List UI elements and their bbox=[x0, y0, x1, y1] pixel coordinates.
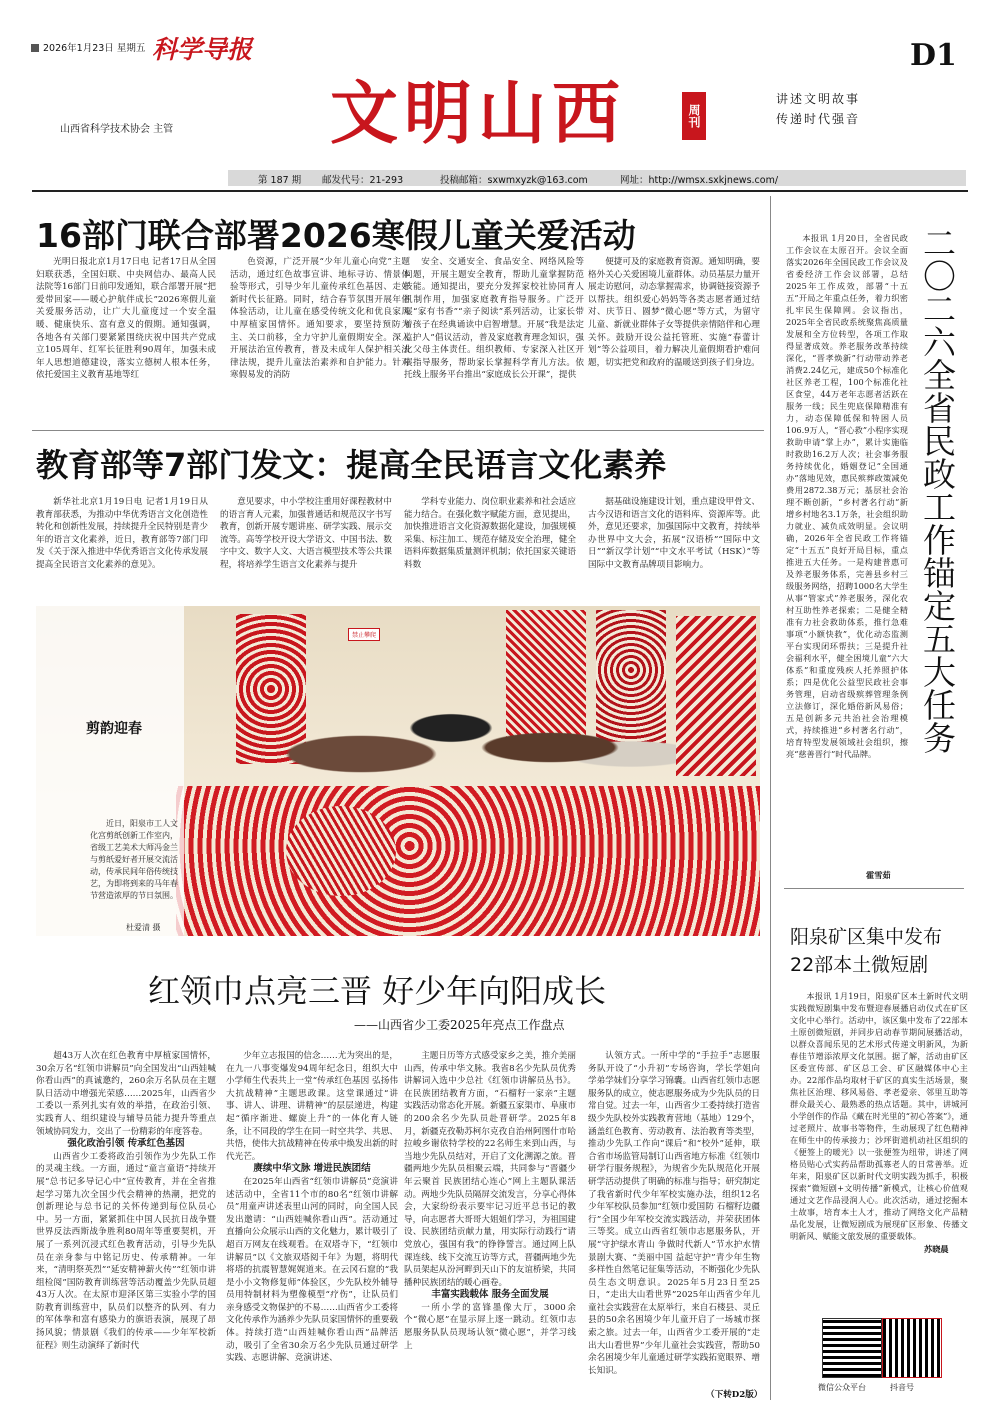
table-with-papercuts bbox=[176, 786, 760, 936]
article2-col-4 bbox=[588, 496, 760, 596]
article1-col-2-text: 色资源，广泛开展“少年儿童心向党”主题活动，通过红色故事宣讲、地标寻访、情景体验等形式，引导少年儿童传承红色基因、走好新时代长征路。同时，结合春节氛围开展年俗体验活动，让儿童在感受传统文化和优良家风中厚植家国情怀。通知要求，要坚持预防为主、关口前移，全力守护儿童假期安全。深入开展法治宣传教育，普及未成年人保护相关法律法规，提升儿童法治素养和自护能力。针对寒假易发的消防 bbox=[230, 257, 410, 381]
sidebar-body-column bbox=[786, 232, 908, 868]
douyin-qr-code[interactable] bbox=[882, 1318, 942, 1378]
article1-col-4 bbox=[588, 256, 760, 426]
article3-col-2-top: 少年立志报国的信念……尤为突出的是，在九一八事变爆发94周年纪念日，组织大中小学师生代表共上一堂“传承红色基因 弘扬伟大抗战精神”主题思政课。这堂课通过“讲事、讲人、讲理、讲精神”的层层递进，构建起“循序渐进、螺旋上升”的一体化育人链条，让不同段的学生在同一时空共学、共思、共悟，使伟大抗战精神在传承中焕发出新的时代光芒。 bbox=[226, 1051, 398, 1162]
photo-caption: 近日，阳泉市工人文化宫剪纸创新工作室内，省级工艺美术大师冯金兰与剪纸爱好者开展交流活动，传承民间年俗传统技艺，为即将到来的马年春节营造浓厚的节日氛围。 bbox=[90, 819, 178, 900]
sidebar2-headline-1: 阳泉矿区集中发布 bbox=[790, 926, 943, 948]
article3-col-4 bbox=[588, 1050, 760, 1386]
article1-col-2 bbox=[230, 256, 410, 426]
sidebar-divider bbox=[770, 196, 771, 1400]
article1-col-3-text: 安全、交通安全、食品安全、网络风险等问题，开展主题安全教育，帮助儿童掌握防范技能。通知提出，要充分发挥家校社协同育人机制作用，加强家庭教育指导服务。广泛开展“家有书香”“亲子阅读”系列活动，让家长带着孩子在经典诵读中启智增慧。开展“我是法定监护人”倡议活动，普及家庭教育理念知识，强化父母主体责任。组织教师、专家深入社区开展指导服务，帮助家长掌握科学育儿方法。依托线上服务平台推出“家庭成长公开课”，提供 bbox=[404, 257, 584, 381]
article3-col-2-body: 在2025年山西省“红领巾讲解员”竞演讲述活动中，全省11个市的80名“红领巾讲解员”用童声讲述表里山河的同时，向全国人民发出邀请：“山西娃喊你看山西”。活动通过直播向公众展示山西的文化魅力，累计吸引了超百万网友在线观看。在双塔寺下，“红领巾讲解员”以《文旅双塔阅千年》为题，将明代将塔的抗震智慧娓娓道来。在云冈石窟的“我是小小文物修复师”体验区，少先队校外辅导员用特制材料为塑像模型“疗伤”，让队员们亲身感受文物保护的不易……山西省少工委将文化传承作为涵养少先队员家国情怀的重要载体。持续打造“山西娃喊你看山西”品牌活动，吸引了全省30余万名少先队员通过研学实践、志愿讲解、竞演讲述、 bbox=[226, 1176, 398, 1364]
sidebar2-body: 本报讯 1月19日，阳泉矿区本土新时代文明实践微短剧集中发布暨迎春展播启动仪式在矿区文化中心举行。活动中，该区集中发布了22部本土原创微短剧，并同步启动春节期间展播活动，以群众喜闻乐见的艺术形式传递文明新风，为新春佳节增添浓厚文化氛围。据了解，活动由矿区区委宣传部、矿区总工会、矿区融媒体中心主办。22部作品均取材于矿区的真实生活场景，聚焦社区治理、移风易俗、孝老爱亲、邻里互助等群众最关心、最熟悉的热点话题。其中，讲城河小学创作的作品《藏在时光里的“初心答案”》，通过老照片、故事书等物件，生动展现了红色精神在师生中的传承接力；沙坪街道机动社区组织的《便签上的暖光》以一张便签为纽带，讲述了网格员贴心式实药品帮助孤寡老人的日常善举。近年来，阳泉矿区以新时代文明实践为抓手，积极探索“微短剧+文明传播”新模式，让核心价值观通过文艺作品浸润人心。此次活动，通过挖掘本土故事，培育本土人才，推动了网络文化产品精品化发展，让微短剧成为展现矿区形象、传播文明新风、赋能文旅发展的重要载体。 bbox=[790, 991, 968, 1240]
wall-sign: 禁止攀爬 bbox=[348, 628, 380, 641]
article3-col-3-top: 主题日历等方式感受家乡之美，推介美丽山西，传承中华文脉。我省8名少先队员优秀讲解词入选中少总社《红领巾讲解员丛书》。在民族团结教育方面，“石榴籽一家亲”主题实践活动常态化开展。新疆五家渠市、阜康市的200余名少先队员赴晋研学。2025年8月，新疆克孜勒苏柯尔克孜自治州阿图什市哈拉峻乡谢依特学校的22名师生来到山西，与当地少先队员结对，开启了文化溯源之旅。晋疆两地少先队员相聚云端，共同参与“晋疆少年云聚首 民族团结心连心”网上主题队课活动。两地少先队员隔屏交流发言，分享心得体会，大家纷纷表示要牢记习近平总书记的教导，向志愿者大哥哥大姐姐们学习，为祖国建设、民族团结贡献力量，用实际行动践行“请党放心，强国有我”的铮铮誓言。通过网上队课连线、线下交流互访等方式，晋疆两地少先队员架起从汾河畔到天山下的友谊桥梁，共同播种民族团结的暖心画卷。 bbox=[404, 1051, 576, 1288]
sidebar-body: 本报讯 1月20日，全省民政工作会议在太原召开。会议全面落实2026年全国民政工作会议及省委经济工作会议部署，总结2025年工作成效，部署“十五五”开局之年重点任务，着力织密扎牢民生保障网。会议指出，2025年全省民政系统聚焦高质量发展和全方位转型，各项工作取得显著成效。养老服务改革持续深化，“晋孝焕新”行动带动养老消费2.24亿元，建成50个标准化社区养老工程，100个标准化社区食堂，44万老年志愿者活跃在服务一线；民生兜底保障精准有力，动态保障低保和特困人员106.9万人，“晋心救”小程序实现救助申请“掌上办”，累计实施临时救助16.2万人次；社会事务服务持续优化，婚姻登记“全国通办”落地见效，惠民殡葬政策减免费用2872.38万元；基层社会治理不断创新，“乡村著名行动”新增乡村地名3.1万条，社会组织助力就业、减负成效明显。会议明确，2026年全省民政工作将锚定“十五五”良好开局目标，重点推进五大任务。一是构建普惠可及养老服务体系，完善县乡村三级服务网络，招聘1000名大学生从事“管家式”养老服务，深化农村互助性养老探索；二是健全精准有力社会救助体系，推行急难事项“小额快救”，优化动态监测平台实现闭环帮扶；三是提升社会福利水平，健全困境儿童“六大体系”和重度残疾人托养照护体系；四是优化公益型民政社会事务管理，启动省级殡葬管理条例立法修订，深化婚俗新风易俗；五是创新多元共治社会治理模式，持续推进“乡村著名行动”，培育特型发展领域社会组织，擦亮“慈善晋行”时代品牌。 bbox=[786, 233, 908, 759]
issue-number: 第 187 期 bbox=[258, 175, 302, 186]
article2-col-2 bbox=[220, 496, 392, 596]
sidebar2-headline-2: 22部本土微短剧 bbox=[790, 954, 929, 976]
photo-frame bbox=[36, 606, 760, 936]
section-title: 文明山西 bbox=[330, 74, 627, 154]
postal-code: 邮发代号：21-293 bbox=[322, 175, 404, 186]
papercut-left-display bbox=[286, 806, 396, 896]
masthead bbox=[0, 0, 1000, 190]
douyin-qr-label: 抖音号 bbox=[890, 1383, 914, 1392]
sidebar-mid-rule bbox=[784, 888, 964, 889]
papercut-panel-4 bbox=[676, 616, 756, 776]
article1-col-1-text: 光明日报北京1月17日电 记者17日从全国妇联获悉，全国妇联、中央网信办、最高人民法院等16部门日前印发通知，联合部署开展“把爱带回家——暖心护航伴成长”2026寒假儿童关爱服务活动，让广大儿童度过一个安全温暖、健康快乐、富有意义的假期。通知强调，各地各有关部门要紧紧围绕庆祝中国共产党成立105周年、红军长征胜利90周年，加强未成年人思想道德建设，落实立德树人根本任务，依托爱国主义教育基地等红 bbox=[36, 257, 216, 381]
slogan-line-1: 讲述文明故事 bbox=[776, 92, 861, 106]
article2-col-3-text: 学科专业能力、岗位职业素养和社会适应能力结合。在强化数字赋能方面，意见提出，加快推进语言文化资源数据化建设，加强规模采集、标注加工、规范存储及安全治理，健全语料库数据集质量测评机制；依托国家关键语料数 bbox=[404, 497, 576, 570]
article2-col-1-text: 新华社北京1月19日电 记者1月19日从教育部获悉，为推动中华优秀语言文化创造性转化和创新性发展，持续提升全民特别是青少年的语言文化素养，近日，教育部等7部门印发《关于深入推进中华优秀语言文化传承发展 提高全民语言文化素养的意见》。 bbox=[36, 497, 208, 570]
article1-bottom-rule bbox=[32, 430, 764, 431]
article3-col-3 bbox=[404, 1050, 576, 1400]
sidebar-headline: 二〇二六全省民政工作锚定五大任务 bbox=[918, 226, 957, 754]
article3-col-2 bbox=[226, 1050, 398, 1400]
sidebar2-author: 苏晓晨 bbox=[924, 1244, 949, 1254]
article2-col-1 bbox=[36, 496, 208, 596]
article3-col-3-body: 一所小学的富锋墨像大厅，3000余个“微心愿”在显示屏上逐一跳动。红领巾志愿服务队队员现场认领“微心愿”，并学习线上 bbox=[404, 1302, 576, 1351]
email: 投稿邮箱：sxwmxyzk@163.com bbox=[440, 175, 588, 186]
photo-title: 剪韵迎春 bbox=[86, 721, 142, 737]
article3-col-1-subhead: 强化政治引领 传承红色基因 bbox=[67, 1138, 185, 1150]
article1-headline: 16部门联合部署2026寒假儿童关爱活动 bbox=[36, 216, 636, 255]
article3-col-1 bbox=[36, 1050, 216, 1400]
sponsor-line: 山西省科学技术协会 主管 bbox=[60, 124, 174, 135]
issue-date: 2026年1月23日 星期五 bbox=[43, 43, 146, 54]
photo-credit: 杜爱清 摄 bbox=[126, 923, 161, 932]
website: 网址：http://wmsx.sxkjnews.com/ bbox=[620, 175, 779, 186]
article3-continued: （下转D2版） bbox=[706, 1390, 763, 1400]
article2-col-4-text: 据基础设施建设计划，重点建设甲骨文、古今汉语和语言文化的语料库、资源库等。此外，意见还要求，加强国际中文教育，持续举办世界中文大会，拓展“汉语桥”“国际中文日”“新汉学计划”“中文水平考试（HSK）”等国际中文教育品牌项目影响力。 bbox=[588, 497, 760, 570]
page-number: D1 bbox=[910, 38, 957, 73]
article3-col-2-subhead: 赓续中华文脉 增进民族团结 bbox=[253, 1163, 371, 1175]
article1-col-3 bbox=[404, 256, 584, 426]
article2-col-3 bbox=[404, 496, 576, 596]
top-rule bbox=[32, 190, 968, 192]
article3-subheadline: ——山西省少工委2025年亮点工作盘点 bbox=[354, 1018, 565, 1032]
article2-col-2-text: 意见要求，中小学校注重用好课程教材中的语言育人元素，加强普通话和规范汉字书写教育，创新开展专题讲座、研学实践、展示交流等。高等学校开设大学语文、中国书法、数字中文、数字人文、大语言模型技术等公共课程，将培养学生语言文化素养与提升 bbox=[220, 497, 392, 570]
article1-col-4-text: 便捷可及的家庭教育资源。通知明确，要格外关心关爱困境儿童群体。动员基层力量开展走访慰问，动态掌握需求，协调链接资源予以帮扶。组织爱心妈妈等各类志愿者通过结对、庆节日、圆梦“微心愿”等方式，为留守儿童、新就业群体子女等提供亲情陪伴和心理关怀。鼓励开设公益托管班、实施“春蕾计划”等公益项目，着力解决儿童假期看护难问题，切实把党和政府的温暖送到孩子们身边。 bbox=[588, 257, 760, 368]
article3-col-3-subhead: 丰富实践载体 服务全面发展 bbox=[431, 1289, 549, 1301]
slogan-line-2: 传递时代强音 bbox=[776, 112, 861, 126]
article1-col-1 bbox=[36, 256, 216, 426]
article3-col-1-body: 山西省少工委将政治引领作为少先队工作的灵魂主线。一方面，通过“童言童语”持续开展“总书记多导记心中”宣传教育，并在全省推起学习第九次全国少代会精神的热潮，把党的创新理论与总书记的关怀传递到每位队员心中。另一方面，紧紧抓住中国人民抗日战争暨世界反法西斯战争胜利80周年等重要契机，开展了一系列沉浸式红色教育活动，引导少先队员在亲身参与中铭记历史、传承精神。一年来，“清明祭英烈”“延安精神薪火传”“红领巾讲组检阅”国防教育训练营等活动覆盖少先队员超43万人次。在太原市迎泽区第三实验小学的国防教育训练营中，队员们以整齐的队列、有力的军体拳和富有感染力的旗语表演，展现了昂扬风貌；情景剧《我们的传承——少年军校新征程》则生动演绎了新时代 bbox=[36, 1151, 216, 1351]
paper-name: 科学导报 bbox=[152, 35, 253, 64]
sidebar-author: 霍雪茹 bbox=[866, 870, 891, 880]
article3-col-1-intro: 超43万人次在红色教育中厚植家国情怀，30余万名“红领巾讲解员”向全国发出“山西娃喊你看山西”的真诚邀约，260余万名队员在主题队日活动中增强光荣感……2025年，山西省少工委以一系列扎实有效的举措，在政治引领、实践育人、组织建设与辅导员能力提升等重点领域协同发力，交出了一份精彩的年度答卷。 bbox=[36, 1051, 216, 1137]
date-marker bbox=[31, 44, 39, 52]
wechat-qr-label: 微信公众平台 bbox=[818, 1383, 866, 1392]
article2-headline: 教育部等7部门发文：提高全民语言文化素养 bbox=[36, 446, 667, 484]
article3-headline: 红领巾点亮三晋 好少年向阳成长 bbox=[148, 972, 607, 1010]
wechat-qr-code[interactable] bbox=[822, 1318, 882, 1378]
sidebar2-body-column bbox=[790, 990, 968, 1240]
weekly-tag: 周刊 bbox=[682, 92, 706, 140]
article3-col-4-text: 认领方式。一所中学的“手拉手”志愿服务队开设了“小升初”专场咨询，学长学姐向学弟学妹们分享学习锦囊。山西省红领巾志愿服务队的成立，使志愿服务成为少先队员的日常自觉。过去一年，山西省少工委持续打造省级少先队校外实践教育营地（基地）129个，涵盖红色教育、劳动教育、法治教育等类型，推动少先队工作向“课后”和“校外”延伸，联合省市场监管局制订山西省地方标准《红领巾研学行服务规程》，为规省少先队规范化开展研学活动提供了明确的标准与指导；研究制定了我省新时代少年军校实施办法，组织12名少年军校队员参加“红领巾爱国防 石榴籽边疆行”全国少年军校交流实践活动，并荣获团体三等奖。成立山西省红领巾志愿服务队，开展“守护绿水青山 争做时代新人”节水护水情景剧大赛、“美丽中国 益起守护”青少年生物多样性自然笔记征集等活动，不断强化少先队员生态文明意识。2025年5月23日至25日，“走出大山看世界”2025年山西省少年儿童社会实践营在太原举行，来自石楼县、灵丘县的50余名困境少年儿童开启了一场城市探索之旅。过去一年，山西省少工委开展的“走出大山看世界”少年儿童社会实践营，帮助50余名困境少年儿童通过研学实践拓宽眼界、增长知识。 bbox=[588, 1051, 760, 1376]
